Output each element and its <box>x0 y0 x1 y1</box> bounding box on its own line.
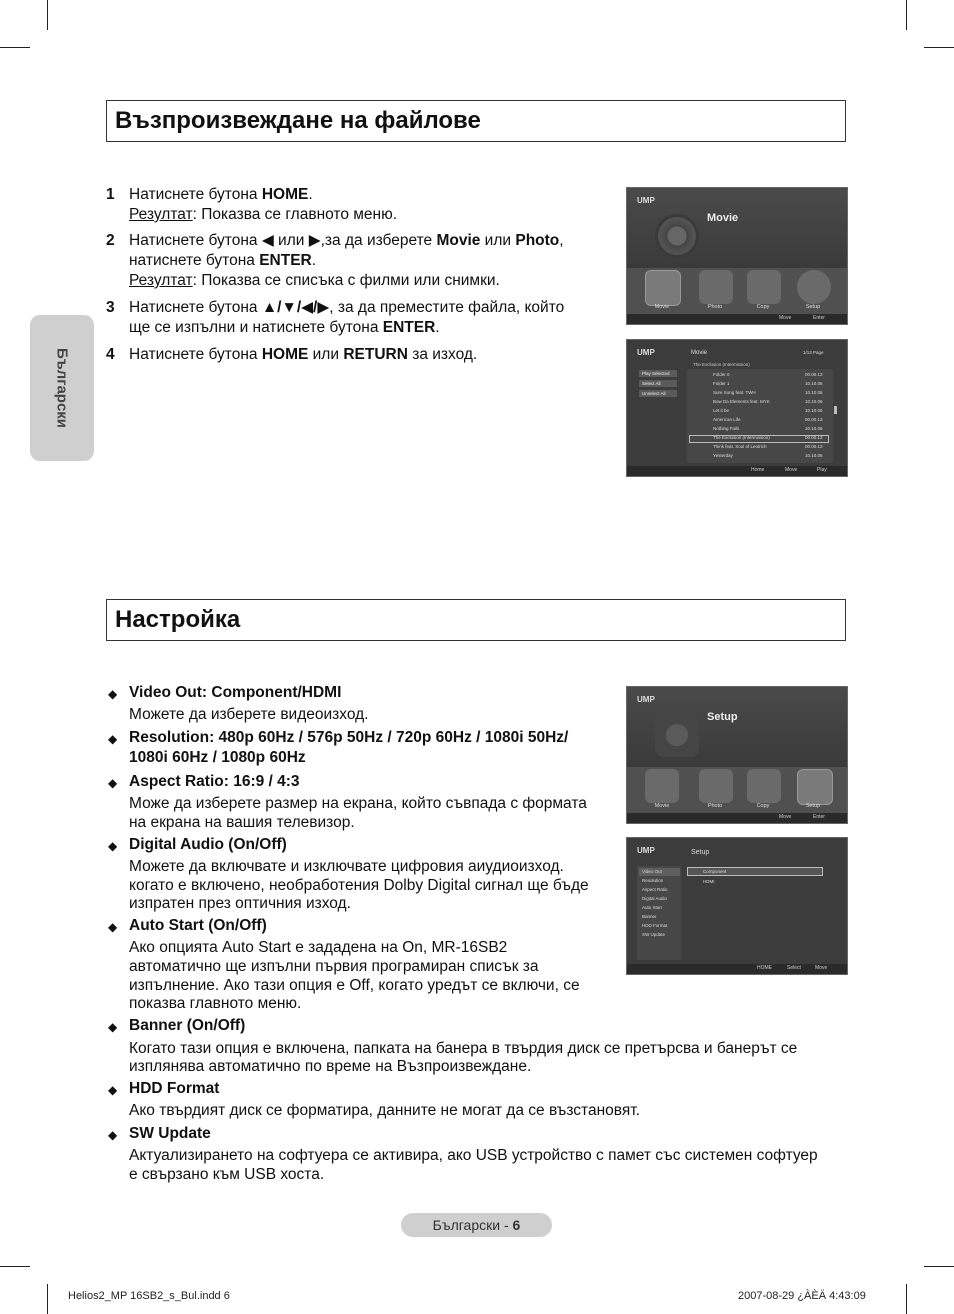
crop-mark <box>0 1266 30 1267</box>
step-number: 1 <box>106 186 115 203</box>
menu-label: Photo <box>707 304 723 310</box>
bullet-text: Ако опцията Auto Start е зададена на On, MR-16SB2 <box>129 939 508 956</box>
bullet-text: Може да изберете размер на екрана, който съвпада с формата <box>129 795 587 812</box>
gear-wrench-icon <box>655 713 699 757</box>
page-number: 6 <box>512 1217 521 1233</box>
language-side-tab <box>30 315 94 461</box>
bullet-text: автоматично ще изпълни първия програмиран списък за <box>129 958 539 975</box>
diamond-icon: ◆ <box>108 1083 118 1097</box>
menu-item[interactable]: SW Update <box>642 932 666 937</box>
list-subtitle: The Exclusion (Intermission) <box>693 362 750 367</box>
status-label: Select <box>787 965 801 971</box>
diamond-icon: ◆ <box>108 776 118 790</box>
bullet-heading: Digital Audio (On/Off) <box>129 836 287 853</box>
list-item-date: 00.00.13 <box>805 372 823 377</box>
photo-icon <box>699 270 733 304</box>
list-item[interactable]: Folder 0 <box>713 372 730 377</box>
list-item[interactable]: Bow Da Elements feat. MYK <box>713 399 770 404</box>
bullet-heading: SW Update <box>129 1125 211 1142</box>
bullet-text: Актуализирането на софтуера се активира, ако USB устройство с памет със системен софтуер <box>129 1147 818 1164</box>
crop-mark <box>906 1284 907 1314</box>
section-title-setup: Настройка <box>106 599 846 641</box>
status-label: Move <box>779 315 792 321</box>
menu-label: Movie <box>654 304 670 310</box>
bullet-text: показва главното меню. <box>129 995 302 1012</box>
list-item[interactable]: Think feat. Soul of Leotrich <box>713 444 767 449</box>
movie-icon <box>645 270 681 306</box>
setup-icon <box>797 270 831 304</box>
status-label: Home <box>751 467 765 473</box>
diamond-icon: ◆ <box>108 732 118 746</box>
list-item-date: 10.10.06 <box>805 426 823 431</box>
crop-mark <box>47 0 48 30</box>
menu-item[interactable]: Resolution <box>642 878 664 883</box>
step-3 <box>129 298 599 338</box>
screen-title: Movie <box>691 350 708 356</box>
status-label: Move <box>815 965 828 971</box>
step-line: Натиснете бутона HOME или RETURN за изход. <box>129 346 478 363</box>
ump-logo: UMP <box>637 695 655 704</box>
status-bar <box>627 314 847 324</box>
screenshot-home-movie <box>626 187 848 325</box>
diamond-icon: ◆ <box>108 1020 118 1034</box>
diamond-icon: ◆ <box>108 687 118 701</box>
bullet-text: Можете да включвате и изключвате цифровия аиудиоизход. <box>129 858 564 875</box>
bullet-text: когато е включено, необработения Dolby Digital сигнал ще бъде <box>129 877 589 894</box>
step-1 <box>129 185 599 225</box>
menu-label: Setup <box>805 304 821 310</box>
diamond-icon: ◆ <box>108 1128 118 1142</box>
bullet-text: Можете да изберете видеоизход. <box>129 706 369 723</box>
crop-mark <box>924 1266 954 1267</box>
menu-icon-row <box>627 767 847 813</box>
copy-icon <box>747 769 781 803</box>
screen-title: Setup <box>707 711 738 723</box>
menu-label: Photo <box>707 803 723 809</box>
select-all-button[interactable]: Select All <box>639 380 677 387</box>
step-line: Натиснете бутона ▲/▼/◀/▶, за да преместите файла, който <box>129 299 565 316</box>
list-item-date: 00.00.13 <box>805 444 823 449</box>
bullet-heading: Video Out: Component/HDMI <box>129 684 342 701</box>
menu-label: Copy <box>756 803 770 809</box>
page-number-pill <box>401 1213 552 1237</box>
step-line: Резултат: Показва се главното меню. <box>129 206 398 223</box>
ump-logo: UMP <box>637 846 655 855</box>
list-item[interactable]: American Life <box>713 417 741 422</box>
menu-item[interactable]: HDD Format <box>642 923 668 928</box>
diamond-icon: ◆ <box>108 839 118 853</box>
file-list <box>687 369 833 463</box>
bullet-heading: 1080i 60Hz / 1080p 60Hz <box>129 749 306 766</box>
bullet-heading: Auto Start (On/Off) <box>129 917 267 934</box>
list-item-date: 10.10.06 <box>805 390 823 395</box>
list-item-date: 00.00.13 <box>805 417 823 422</box>
unselect-all-button[interactable]: Unselect All <box>639 390 677 397</box>
ump-logo: UMP <box>637 196 655 205</box>
option-item[interactable]: Component <box>703 869 727 874</box>
bullet-heading: Resolution: 480p 60Hz / 576p 50Hz / 720p 60Hz / 1080i 50Hz/ <box>129 729 569 746</box>
step-line: ще се изпълни и натиснете бутона ENTER. <box>129 319 440 336</box>
menu-label: Setup <box>805 803 821 809</box>
status-bar <box>627 466 847 476</box>
list-item[interactable]: Let it be <box>713 408 730 413</box>
list-item[interactable]: Nothing Fails <box>713 426 740 431</box>
page-indicator: 1/13 Page <box>803 350 824 355</box>
status-label: Play <box>817 467 827 473</box>
list-item-date: 10.10.06 <box>805 381 823 386</box>
menu-item[interactable]: Video Out <box>639 868 680 876</box>
page-label: Български - <box>432 1217 513 1233</box>
side-tab-label: Български <box>53 347 71 429</box>
diamond-icon: ◆ <box>108 920 118 934</box>
list-item[interactable]: Yesterday <box>713 453 733 458</box>
menu-item[interactable]: Banner <box>642 914 657 919</box>
step-line: Резултат: Показва се списъка с филми или снимки. <box>129 272 500 289</box>
bullet-heading: Banner (On/Off) <box>129 1017 246 1034</box>
bullet-heading: HDD Format <box>129 1080 220 1097</box>
option-item[interactable]: HDMI <box>703 879 715 884</box>
step-2 <box>129 231 599 291</box>
list-item[interactable]: The Exclusion (Intermission) <box>713 435 770 440</box>
status-label: Move <box>785 467 798 473</box>
screenshot-setup-menu <box>626 837 848 975</box>
bullet-heading: Aspect Ratio: 16:9 / 4:3 <box>129 773 300 790</box>
step-line: Натиснете бутона ◀ или ▶,за да изберете Movie или Photo, <box>129 232 564 249</box>
step-line: натиснете бутона ENTER. <box>129 252 317 269</box>
step-number: 3 <box>106 299 115 316</box>
bullet-text: е свързано към USB хоста. <box>129 1166 325 1183</box>
menu-icon-row <box>627 268 847 314</box>
bullet-text: изплянява автоматично по време на Възпроизвеждане. <box>129 1058 532 1075</box>
menu-item[interactable]: Aspect Ratio <box>642 887 668 892</box>
scrollbar-thumb[interactable] <box>834 406 837 414</box>
list-item-date: 10.10.06 <box>805 408 823 413</box>
step-4 <box>129 345 599 365</box>
list-item[interactable]: Folder 1 <box>713 381 730 386</box>
bullet-text: Ако твърдият диск се форматира, данните не могат да се възстановят. <box>129 1102 640 1119</box>
setup-menu-list <box>637 866 681 960</box>
screen-title: Movie <box>707 212 739 224</box>
screen-title: Setup <box>691 849 710 856</box>
list-item[interactable]: Sure Song feat. TWH <box>713 390 756 395</box>
bullet-text: на екрана на вашия телевизор. <box>129 814 355 831</box>
footer-filename: Helios2_MP 16SB2_s_Bul.indd 6 <box>68 1290 230 1302</box>
photo-icon <box>699 769 733 803</box>
list-item-date: 00.00.13 <box>805 435 823 440</box>
play-selected-button[interactable]: Play Selected <box>639 370 677 377</box>
status-label: HOME <box>757 965 772 971</box>
menu-item[interactable]: Digital Audio <box>642 896 668 901</box>
menu-item[interactable]: Auto Start <box>642 905 663 910</box>
crop-mark <box>47 1284 48 1314</box>
list-item-date: 10.10.06 <box>805 453 823 458</box>
copy-icon <box>747 270 781 304</box>
section-title-playback: Възпроизвеждане на файлове <box>106 100 846 142</box>
screenshot-movie-list <box>626 339 848 477</box>
status-bar <box>627 964 847 974</box>
step-number: 2 <box>106 232 115 249</box>
step-number: 4 <box>106 346 115 363</box>
screenshot-home-setup <box>626 686 848 824</box>
crop-mark <box>924 47 954 48</box>
crop-mark <box>906 0 907 30</box>
list-item-date: 10.10.06 <box>805 399 823 404</box>
step-line: Натиснете бутона HOME. <box>129 186 313 203</box>
menu-label: Copy <box>756 304 770 310</box>
status-bar <box>627 813 847 823</box>
movie-icon <box>645 769 679 803</box>
menu-label: Movie <box>654 803 670 809</box>
status-label: Enter <box>813 315 825 321</box>
status-label: Enter <box>813 814 825 820</box>
bullet-text: изпратен през оптичния изход. <box>129 895 351 912</box>
bullet-text: изпълнение. Ако тази опция е Off, когато уредът се включи, се <box>129 977 580 994</box>
status-label: Move <box>779 814 792 820</box>
bullet-text: Когато тази опция е включена, папката на банера в твърдия диск се претърсва и банерът се <box>129 1040 798 1057</box>
setup-icon <box>797 769 833 805</box>
ump-logo: UMP <box>637 348 655 357</box>
crop-mark <box>0 47 30 48</box>
footer-date: 2007-08-29 ¿ÀÈÄ 4:43:09 <box>738 1290 866 1302</box>
film-reel-icon <box>655 214 699 258</box>
